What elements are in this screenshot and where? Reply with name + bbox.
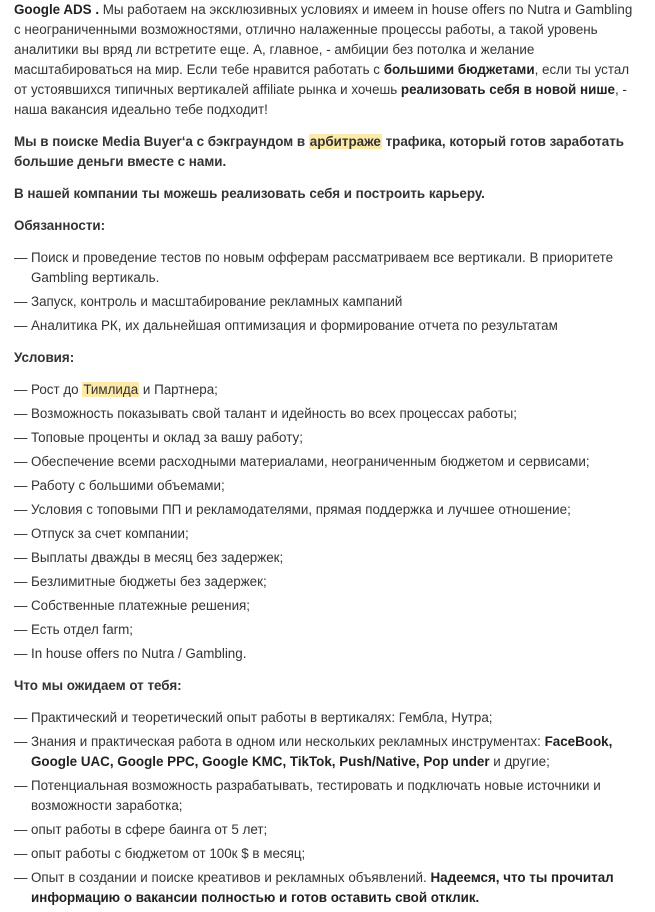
tools-bold: FaceBook, Google UAC, Google PPC, Google KMC, TikTok, Push/Native, Pop under [31,734,613,769]
list-item-text: Опыт в создании и поиске креативов и рекламных объявлений. [31,870,431,885]
conditions-list [14,380,639,664]
list-item: — Топовые проценты и оклад за вашу работу; [14,428,639,448]
list-item [14,868,639,908]
list-item: — Условия с топовыми ПП и рекламодателями, прямая поддержка и лучшее отношение; [14,500,639,520]
list-item: — Возможность показывать свой талант и идейность во всех процессах работы; [14,404,639,424]
list-item: — Есть отдел farm; [14,620,639,640]
intro-text-3: , - наша вакансия идеально тебе подходит! [14,82,627,117]
list-item: — Аналитика РК, их дальнейшая оптимизация и формирование отчета по результатам [14,316,639,336]
highlight-arbitrage: арбитраже [309,134,381,149]
duties-heading: Обязанности: [14,218,106,233]
intro-paragraph [14,0,639,120]
list-item: — Собственные платежные решения; [14,596,639,616]
list-item: — Безлимитные бюджеты без задержек; [14,572,639,592]
intro-text-2: , если ты устал от устоявшихся типичных вертикалей affiliate рынка и хочешь [14,62,630,97]
career-paragraph: В нашей компании ты можешь реализовать себя и построить карьеру. [14,186,485,201]
duties-list [14,248,639,336]
list-item: — Потенциальная возможность разрабатывать, тестировать и подключать новые источники и возможности заработка; [14,776,639,816]
list-item: — Работу с большими объемами; [14,476,639,496]
list-item: — опыт работы в сфере баинга от 5 лет; [14,820,639,840]
list-item [14,380,639,400]
intro-bold-niche: реализовать себя в новой нише [400,82,615,97]
list-item: — Обеспечение всеми расходными материалами, неограниченным бюджетом и сервисами; [14,452,639,472]
list-item: — Выплаты дважды в месяц без задержек; [14,548,639,568]
list-item-text: и Партнера; [139,382,218,397]
list-item-text: Знания и практическая работа в одном или нескольких рекламных инструментах: [31,734,545,749]
expectations-heading: Что мы ожидаем от тебя: [14,678,182,693]
closing-bold: Надеемся, что ты прочитал информацию о вакансии полностью и готов оставить свой отклик. [31,870,614,905]
intro-text-1: Мы работаем на эксклюзивных условиях и имеем in house offers по Nutra и Gambling с неограниченными возможностями, отлично налаженные процессы работы, а такой уровень аналитики вы вряд ли встретите еще. А, главное, - амбиции без потолка и желание масштабироваться на мир. Если тебе нравится работать с [14,2,633,77]
conditions-heading: Условия: [14,350,75,365]
lead-text-1: Мы в поиске Media Buyer‘a с бэкграундом в [14,134,309,149]
list-item: — Запуск, контроль и масштабирование рекламных кампаний [14,292,639,312]
lead-paragraph [14,132,639,172]
list-item [14,732,639,772]
brand-name: Google ADS . [14,2,100,17]
list-item: — In house offers по Nutra / Gambling. [14,644,639,664]
lead-text-2: трафика, который готов заработать большие деньги вместе с нами. [14,134,625,169]
list-item-text: и другие; [489,754,550,769]
list-item: — опыт работы с бюджетом от 100к $ в месяц; [14,844,639,864]
list-item: — Отпуск за счет компании; [14,524,639,544]
expectations-list [14,708,639,908]
list-item: — Поиск и проведение тестов по новым офферам рассматриваем все вертикали. В приоритете Gambling вертикаль. [14,248,639,288]
list-item-text: Рост до [31,382,83,397]
list-item: — Практический и теоретический опыт работы в вертикалях: Гембла, Нутра; [14,708,639,728]
intro-bold-budgets: большими бюджетами [383,62,535,77]
highlight-teamlead: Тимлида [83,382,139,397]
